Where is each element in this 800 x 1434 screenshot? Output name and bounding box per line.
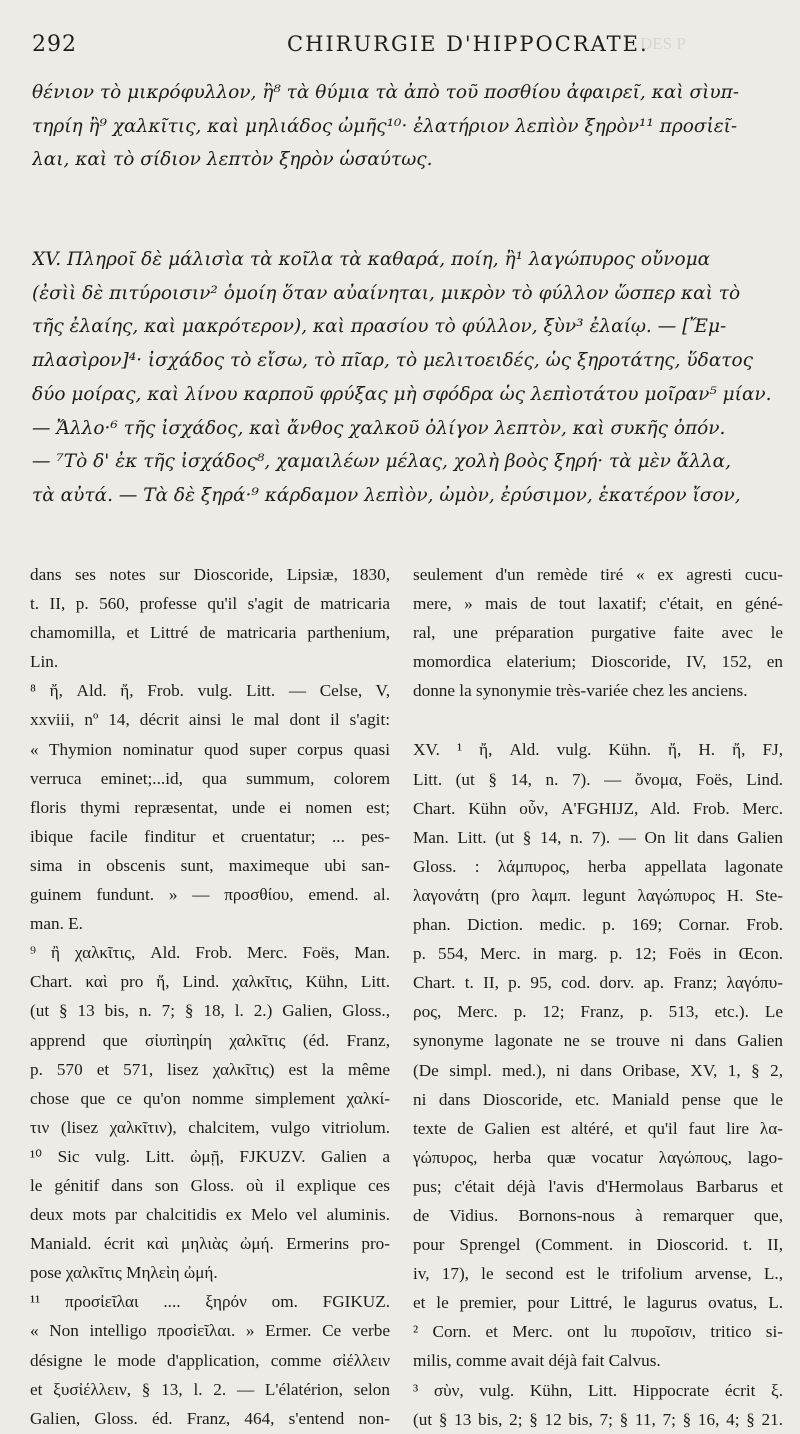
running-head: CHIRURGIE D'HIPPOCRATE. <box>287 32 649 56</box>
note-line: γώπυρος, herba quæ vocatur λαγώπους, lago- <box>413 1147 783 1167</box>
text-line: πλασὶρον]⁴· ἰσχάδος τὸ εἴσω, τὸ πῖαρ, τὸ μελιτοειδές, ὡς ξηροτάτης, ὕδατος <box>32 350 754 372</box>
note-line: « Non intelligo προσἰεῖλαι. » Ermer. Ce verbe <box>30 1321 390 1341</box>
note-line: verruca eminet;...id, qua summum, colorem <box>30 768 390 788</box>
text-line: — ⁷Τὸ δ' ἐκ τῆς ἰσχάδος⁸, χαμαιλέων μέλας, χολὴ βοὸς ξηρή· τὰ μὲν ἄλλα, <box>32 451 732 473</box>
note-line: momordica elaterium; Dioscoride, IV, 152, en <box>413 652 783 672</box>
note-line: Chart. t. II, p. 95, cod. dorv. ap. Franz; λαγόπυ- <box>413 973 783 993</box>
note-line: Chart. καὶ pro ἤ, Lind. χαλκῖτις, Kühn, Litt. <box>30 972 390 992</box>
greek-text-continued <box>32 76 772 177</box>
note-line: ral, une préparation purgative faite avec le <box>413 623 783 643</box>
page-number: 292 <box>32 32 77 57</box>
note-line: (ut § 13 bis, n. 7; § 18, l. 2.) Galien, Gloss., <box>30 1001 390 1021</box>
note-line: Man. Litt. (ut § 14, n. 7). — On lit dans Galien <box>413 827 783 847</box>
note-line: pose χαλκῖτις Μηλεὶη ὠμή. <box>30 1263 218 1283</box>
note-line: mere, » mais de tout laxatif; c'était, en géné- <box>413 594 783 614</box>
note-line: dans ses notes sur Dioscoride, Lipsiæ, 1830, <box>30 565 390 584</box>
note-line: chamomilla, et Littré de matricaria parthenium, <box>30 623 390 643</box>
note-line: Chart. Kühn οὖν, A'FGHIJZ, Ald. Frob. Merc. <box>413 798 783 818</box>
note-line: sima in obscenis sunt, maximeque ubi san- <box>30 855 390 875</box>
note-line: Maniald. écrit καὶ μηλιὰς ὠμή. Ermerins pro- <box>30 1234 390 1254</box>
note-line: λαγονάτη (pro λαμπ. legunt λαγώπυρος H. Ste- <box>413 885 783 905</box>
note-line: et le premier, pour Littré, le lagurus ovatus, L. <box>413 1293 783 1313</box>
note-line: ⁸ ἤ, Ald. ἤ, Frob. vulg. Litt. — Celse, V, <box>30 681 390 701</box>
note-line: donne la synonymie très-variée chez les anciens. <box>413 681 748 701</box>
note-line: XV. ¹ ἤ, Ald. vulg. Kühn. ἤ, H. ἤ, FJ, <box>413 740 783 760</box>
note-line: p. 554, Merc. in marg. p. 12; Foës in Œcon. <box>413 944 783 964</box>
note-line: le génitif dans son Gloss. où il explique ces <box>30 1175 390 1195</box>
paragraph-gap <box>413 705 783 735</box>
note-line: τιν (lisez χαλκῖτιν), chalcitem, vulgo vitriolum. <box>30 1117 390 1137</box>
text-line: τῆς ἐλαίης, καὶ μακρότερον), καὶ πρασίου τὸ φύλλον, ξὺν³ ἐλαίῳ. — [Ἔμ- <box>32 316 727 338</box>
text-line: θένιον τὸ μικρόφυλλον, ἢ⁸ τὰ θύμια τὰ ἀπὸ τοῦ ποσθίου ἀφαιρεῖ, καὶ σὶυπ- <box>32 82 739 103</box>
text-line: — Ἄλλο·⁶ τῆς ἰσχάδος, καὶ ἄνθος χαλκοῦ ὀλίγον λεπτὸν, καὶ συκῆς ὀπόν. <box>32 417 726 439</box>
note-line: synonyme lagonate ne se trouve ni dans Galien <box>413 1031 783 1051</box>
note-line: ni dans Dioscoride, etc. Maniald pense que le <box>413 1089 783 1109</box>
note-line: ¹¹ προσἰεῖλαι .... ξηρόν om. FGIKUZ. <box>30 1292 390 1312</box>
note-line: Litt. (ut § 14, n. 7). — ὄνομα, Foës, Lind. <box>413 769 783 789</box>
note-line: chose que ce qu'on nomme simplement χαλκί- <box>30 1088 390 1108</box>
greek-section-xv <box>32 243 772 513</box>
note-line: « Thymion nominatur quod super corpus quasi <box>30 739 390 759</box>
bleed-through-text: DES P <box>640 34 686 53</box>
note-line: ¹⁰ Sic vulg. Litt. ὠμῇ, FJKUZV. Galien a <box>30 1146 390 1166</box>
note-line: texte de Galien est altéré, et qu'il faut lire λα- <box>413 1118 783 1138</box>
note-line: apprend que σἰυπὶηρίη χαλκῖτις (éd. Franz, <box>30 1030 390 1050</box>
note-line: ³ σὺν, vulg. Kühn, Litt. Hippocrate écrit ξ. <box>413 1380 783 1400</box>
note-line: seulement d'un remède tiré « ex agresti cucu- <box>413 565 783 584</box>
note-line: pus; c'était déjà l'avis d'Hermolaus Barbarus et <box>413 1176 783 1196</box>
note-line: phan. Diction. medic. p. 169; Cornar. Frob. <box>413 915 783 935</box>
note-line: milis, comme avait déjà fait Calvus. <box>413 1351 661 1371</box>
note-line: (De simpl. med.), ni dans Oribase, XV, 1, § 2, <box>413 1060 783 1080</box>
note-line: xxviii, nº 14, décrit ainsi le mal dont il s'agit: <box>30 710 390 730</box>
note-line: pour Sprengel (Comment. in Dioscorid. t. II, <box>413 1235 783 1255</box>
note-line: t. II, p. 560, professe qu'il s'agit de matricaria <box>30 594 390 614</box>
note-line: ⁹ ἢ χαλκῖτις, Ald. Frob. Merc. Foës, Man. <box>30 943 390 963</box>
page-header <box>32 30 772 64</box>
text-line: XV. Πληροῖ δὲ μάλισὶα τὰ κοῖλα τὰ καθαρά, ποίη, ἢ¹ λαγώπυρος οὔνομα <box>32 249 711 270</box>
note-line: man. E. <box>30 914 83 934</box>
note-line: et ξυσἰέλλειν, § 13, l. 2. — L'élatérion, selon <box>30 1379 390 1399</box>
note-line: de Vidius. Bornons-nous à remarquer que, <box>413 1205 783 1225</box>
text-line: τηρίη ἢ⁹ χαλκῖτις, καὶ μηλιάδος ὠμῆς¹⁰· ἐλατήριον λεπὶὸν ξηρὸν¹¹ προσἰεῖ- <box>32 115 738 137</box>
note-line: ² Corn. et Merc. ont lu πυροῖσιν, tritico si- <box>413 1322 783 1342</box>
note-line: Gloss. : λάμπυρος, herba appellata lagonate <box>413 856 783 876</box>
text-line: (ἐσὶὶ δὲ πιτύροισιν² ὁμοίη ὅταν αὐαίνηται, μικρὸν τὸ φύλλον ὥσπερ καὶ τὸ <box>32 282 741 304</box>
footnotes-left-column <box>30 560 390 1433</box>
note-line: Galien, Gloss. éd. Franz, 464, s'entend non- <box>30 1408 390 1428</box>
note-line: floris thymi repræsentat, unde ei nomen est; <box>30 797 390 817</box>
note-line: p. 570 et 571, lisez χαλκῖτις) est la même <box>30 1059 390 1079</box>
note-line: deux mots par chalcitidis ex Melo vel aluminis. <box>30 1205 390 1225</box>
note-line: iv, 17), le second est le trifolium arvense, L., <box>413 1264 783 1284</box>
note-line: ρος, Merc. p. 12; Franz, p. 513, etc.). Le <box>413 1002 783 1022</box>
text-line: δύο μοίρας, καὶ λίνου καρποῦ φρύξας μὴ σφόδρα ὡς λεπὶοτάτου μοῖραν⁵ μίαν. <box>32 383 772 405</box>
footnotes-right-column <box>413 560 783 1434</box>
text-line: λαι, καὶ τὸ σίδιον λεπτὸν ξηρὸν ὡσαύτως. <box>32 149 433 171</box>
note-line: guinem fundunt. » — προσθίου, emend. al. <box>30 885 390 905</box>
note-line: Lin. <box>30 652 59 672</box>
note-line: désigne le mode d'application, comme σἰέλλειν <box>30 1350 390 1370</box>
note-line: (ut § 13 bis, 2; § 12 bis, 7; § 11, 7; § 16, 4; § 21. <box>413 1409 783 1429</box>
note-line: ibique facile finditur et cruentatur; ... pes- <box>30 826 390 846</box>
text-line: τὰ αὐτά. — Τὰ δὲ ξηρά·⁹ κάρδαμον λεπὶὸν, ὠμὸν, ἐρύσιμον, ἑκατέρον ἴσον, <box>32 484 741 506</box>
